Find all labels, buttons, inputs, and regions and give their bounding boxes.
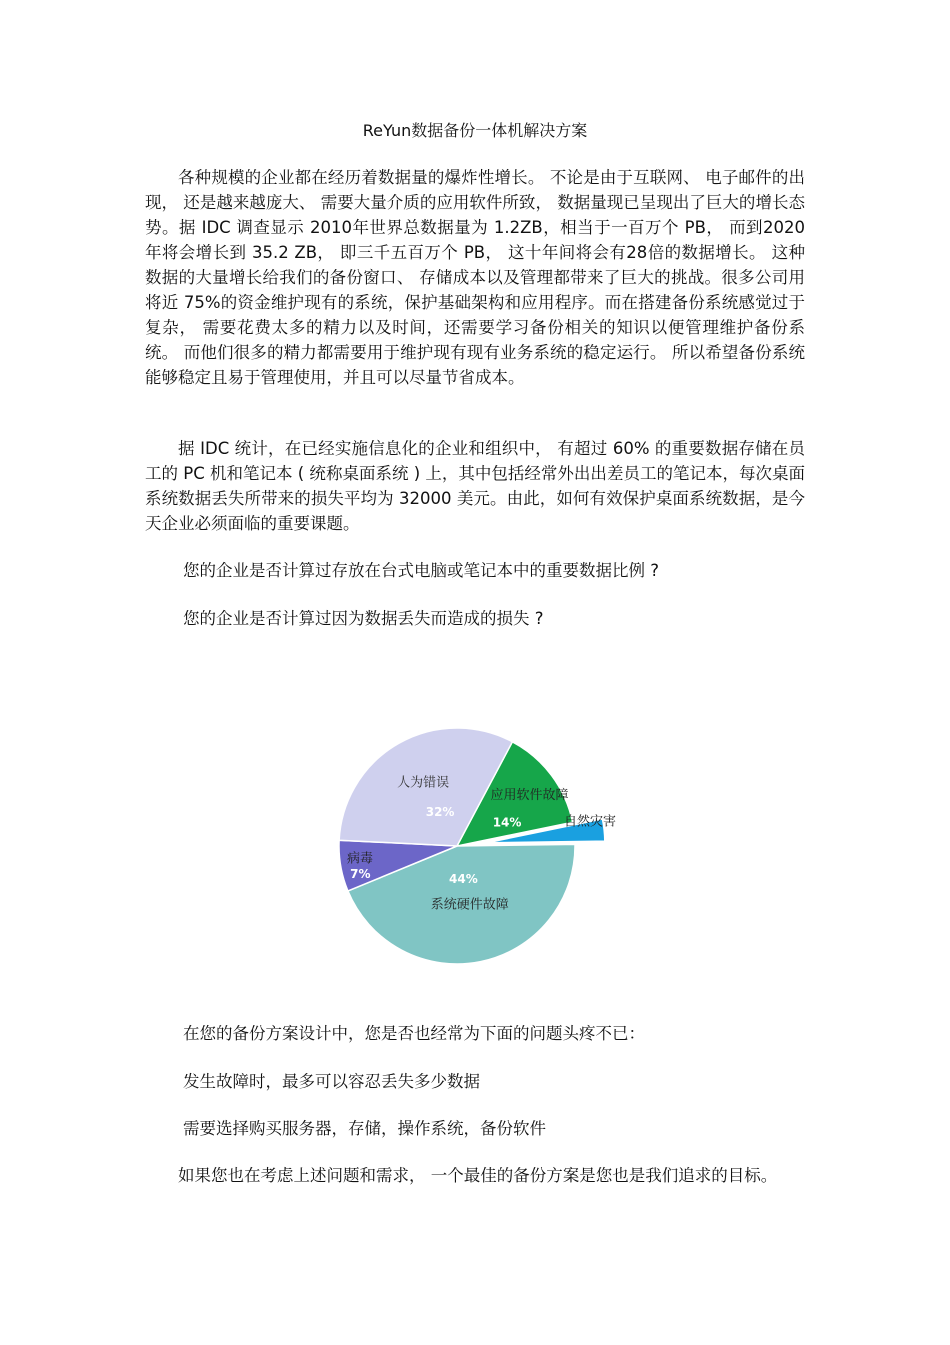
pie-slice-value-label: 44% bbox=[449, 872, 478, 887]
pie-chart-svg bbox=[320, 712, 630, 982]
document-title: ReYun数据备份一体机解决方案 bbox=[362, 121, 588, 140]
pie-slice-value-label: 14% bbox=[492, 815, 522, 830]
pie-slice-label: 病毒 bbox=[347, 851, 374, 867]
pie-slice-label: 应用软件故障 bbox=[490, 787, 569, 803]
pie-slice-value-label: 3% bbox=[605, 823, 627, 838]
question-data-ratio: 您的企业是否计算过存放在台式电脑或笔记本中的重要数据比例 ? bbox=[183, 561, 660, 580]
pie-slice-label: 自然灾害 bbox=[564, 814, 617, 830]
paragraph-data-growth: 各种规模的企业都在经历着数据量的爆炸性增长。 不论是由于互联网、 电子邮件的出现， 还是越来越庞大、 需要大量介质的应用软件所致， 数据量现已呈现出了巨大的增长态势。据 IDC 调查显示 2010年世界总数据量为 1.2ZB，相当于一百万个 PB， 而到2020年将会增长到 35.2 ZB， 即三千五百万个 PB， 这十年间将会有28倍的数据增长。 这种数据的大量增长给我们的备份窗口、 存储成本以及管理都带来了巨大的挑战。很多公司用将近 75%的资金维护现有的系统，保护基础架构和应用程序。而在搭建备份系统感觉过于复杂， 需要花费太多的精力以及时间，还需要学习备份相关的知识以便管理维护备份系统。 而他们很多的精力都需要用于维护现有现有业务系统的稳定运行。 所以希望备份系统能够稳定且易于管理使用，并且可以尽量节省成本。 bbox=[145, 168, 805, 387]
question-data-loss: 您的企业是否计算过因为数据丢失而造成的损失 ? bbox=[183, 609, 544, 628]
paragraph-desktop-data: 据 IDC 统计，在已经实施信息化的企业和组织中， 有超过 60% 的重要数据存储在员工的 PC 机和笔记本 ( 统称桌面系统 ) 上，其中包括经常外出出差员工的笔记本，每次桌面系统数据丢失所带来的损失平均为 32000 美元。由此，如何有效保护桌面系统数据，是今天企业必须面临的重要课题。 bbox=[145, 439, 805, 533]
question-backup-design: 在您的备份方案设计中，您是否也经常为下面的问题头疼不已： bbox=[183, 1024, 645, 1043]
pie-slice-value-label: 32% bbox=[425, 805, 455, 820]
paragraph-best-solution: 如果您也在考虑上述问题和需求， 一个最佳的备份方案是您也是我们追求的目标。 bbox=[178, 1166, 778, 1185]
question-tolerable-loss: 发生故障时，最多可以容忍丢失多少数据 bbox=[183, 1072, 480, 1091]
question-purchase-choice: 需要选择购买服务器，存储，操作系统，备份软件 bbox=[183, 1119, 546, 1138]
pie-slice-value-label: 7% bbox=[350, 867, 371, 882]
pie-slice-label: 人为错误 bbox=[397, 775, 450, 791]
data-loss-causes-pie-chart bbox=[320, 712, 630, 982]
pie-slice-label: 系统硬件故障 bbox=[430, 897, 509, 913]
